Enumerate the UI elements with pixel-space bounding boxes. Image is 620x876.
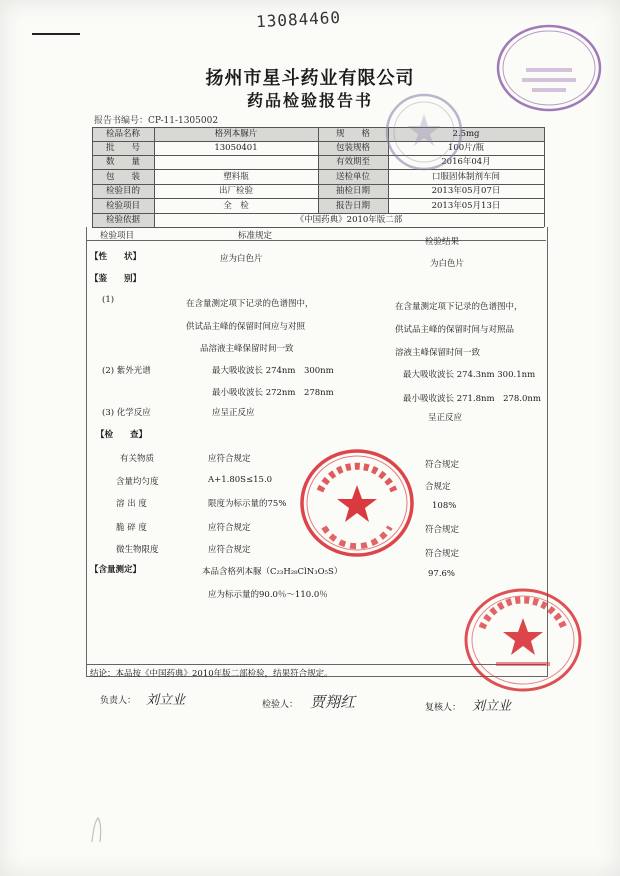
reviewer-label: 复核人： (425, 703, 462, 713)
info-label: 检验目的 (105, 186, 140, 196)
section-assay: 【含量测定】 (90, 565, 142, 575)
report-number: 报告书编号：CP-11-1305002 (94, 116, 219, 126)
info-value: 塑料瓶 (223, 172, 249, 182)
assay-standard: 本品含格列本脲（C₂₃H₂₈ClN₃O₅S） (202, 567, 343, 577)
inspection-std: A+1.80S≤15.0 (208, 475, 273, 485)
stamp-top-right (494, 22, 604, 114)
inspection-res: 108% (432, 501, 457, 511)
info-label: 规 格 (335, 129, 370, 139)
ident1-res-line: 溶液主峰保留时间一致 (395, 348, 481, 358)
info-label: 有效期至 (335, 157, 370, 167)
info-value: 13050401 (214, 143, 258, 153)
section-inspection: 【检 查】 (96, 430, 148, 440)
manager-label: 负责人： (100, 696, 137, 706)
info-value: 2.5mg (452, 129, 480, 139)
col-header-standard: 标准规定 (238, 231, 273, 241)
info-value: 口服固体制剂车间 (431, 172, 500, 182)
inspection-res: 符合规定 (425, 525, 460, 535)
assay-result: 97.6% (428, 569, 456, 579)
ident1-std-line: 供试品主峰的保留时间应与对照 (186, 322, 306, 332)
info-label: 检品名称 (105, 129, 140, 139)
inspection-std: 限度为标示量的75% (208, 499, 287, 509)
handwritten-number: 13084460 (255, 7, 342, 32)
info-value: 2013年05月07日 (431, 186, 501, 196)
assay-range: 应为标示量的90.0％～110.0％ (208, 590, 328, 600)
info-label: 批 号 (105, 143, 140, 153)
info-value: 全 检 (223, 201, 249, 211)
conclusion-text: 结论：本品按《中国药典》2010年版二部检验，结果符合规定。 (90, 669, 333, 679)
col-header-result: 检验结果 (425, 237, 460, 247)
reviewer-signature: 刘立业 (472, 699, 512, 714)
ident2-std-min: 最小吸收波长 272nm 278nm (212, 388, 334, 398)
info-label: 数 量 (105, 157, 140, 167)
inspector-signature: 贾翔红 (310, 693, 356, 711)
inspection-name: 微生物限度 (116, 545, 159, 555)
inspection-name: 含量均匀度 (116, 477, 159, 487)
stamp-red-center (298, 447, 416, 559)
stamp-top-mid (384, 92, 464, 172)
inspection-std: 应符合规定 (208, 454, 251, 464)
inspection-res: 符合规定 (425, 460, 460, 470)
corner-mark (32, 33, 80, 35)
info-label: 包装规格 (335, 143, 370, 153)
inspection-std: 应符合规定 (208, 545, 251, 555)
ident1-std-line: 品溶液主峰保留时间一致 (200, 344, 294, 354)
ident2-std-max: 最大吸收波长 274nm 300nm (212, 366, 334, 376)
info-label: 检验项目 (105, 201, 140, 211)
ident3-res: 呈正反应 (428, 413, 463, 423)
inspector-label: 检验人： (262, 700, 299, 710)
info-label: 报告日期 (335, 201, 370, 211)
info-label: 包 装 (105, 172, 140, 182)
ident1-res-line: 在含量测定项下记录的色谱图中， (395, 302, 523, 312)
info-label: 检验依据 (105, 215, 140, 225)
inspection-name: 有关物质 (120, 454, 155, 464)
info-value: 2013年05月13日 (431, 201, 501, 211)
inspection-std: 应符合规定 (208, 523, 251, 533)
ident3-std: 应呈正反应 (212, 408, 255, 418)
info-value: 100片/瓶 (447, 143, 485, 153)
section-identification: 【鉴 别】 (90, 274, 142, 284)
document-title: 药品检验报告书 (246, 91, 373, 110)
inspection-res: 合规定 (425, 482, 451, 492)
info-basis: 《中国药典》2010年版二部 (295, 215, 403, 225)
info-label: 抽检日期 (335, 186, 370, 196)
character-standard: 应为白色片 (220, 254, 263, 264)
ident2-res-max: 最大吸收波长 274.3nm 300.1nm (403, 370, 536, 380)
section-character: 【性 状】 (90, 252, 142, 262)
character-result: 为白色片 (430, 259, 465, 269)
info-table (92, 127, 544, 227)
inspection-name: 脆 碎 度 (116, 523, 147, 533)
ident3-label: (3) 化学反应 (102, 408, 151, 418)
info-label: 送检单位 (335, 172, 370, 182)
info-value: 格列本脲片 (214, 129, 258, 139)
manager-signature: 刘立业 (146, 693, 186, 708)
ident1-no: (1) (102, 295, 115, 305)
scan-smudge (88, 812, 110, 846)
company-name: 扬州市星斗药业有限公司 (205, 68, 415, 89)
inspection-res: 符合规定 (425, 549, 460, 559)
ident2-label: (2) 紫外光谱 (102, 366, 151, 376)
col-header-item: 检验项目 (100, 231, 135, 241)
info-value: 出厂检验 (218, 186, 253, 196)
ident1-std-line: 在含量测定项下记录的色谱图中， (186, 299, 314, 309)
ident1-res-line: 供试品主峰的保留时间与对照品 (395, 325, 515, 335)
divider (86, 240, 546, 241)
ident2-res-min: 最小吸收波长 271.8nm 278.0nm (403, 394, 541, 404)
stamp-red-right (462, 586, 584, 694)
info-value: 2016年04月 (441, 157, 491, 167)
inspection-name: 溶 出 度 (116, 499, 147, 509)
